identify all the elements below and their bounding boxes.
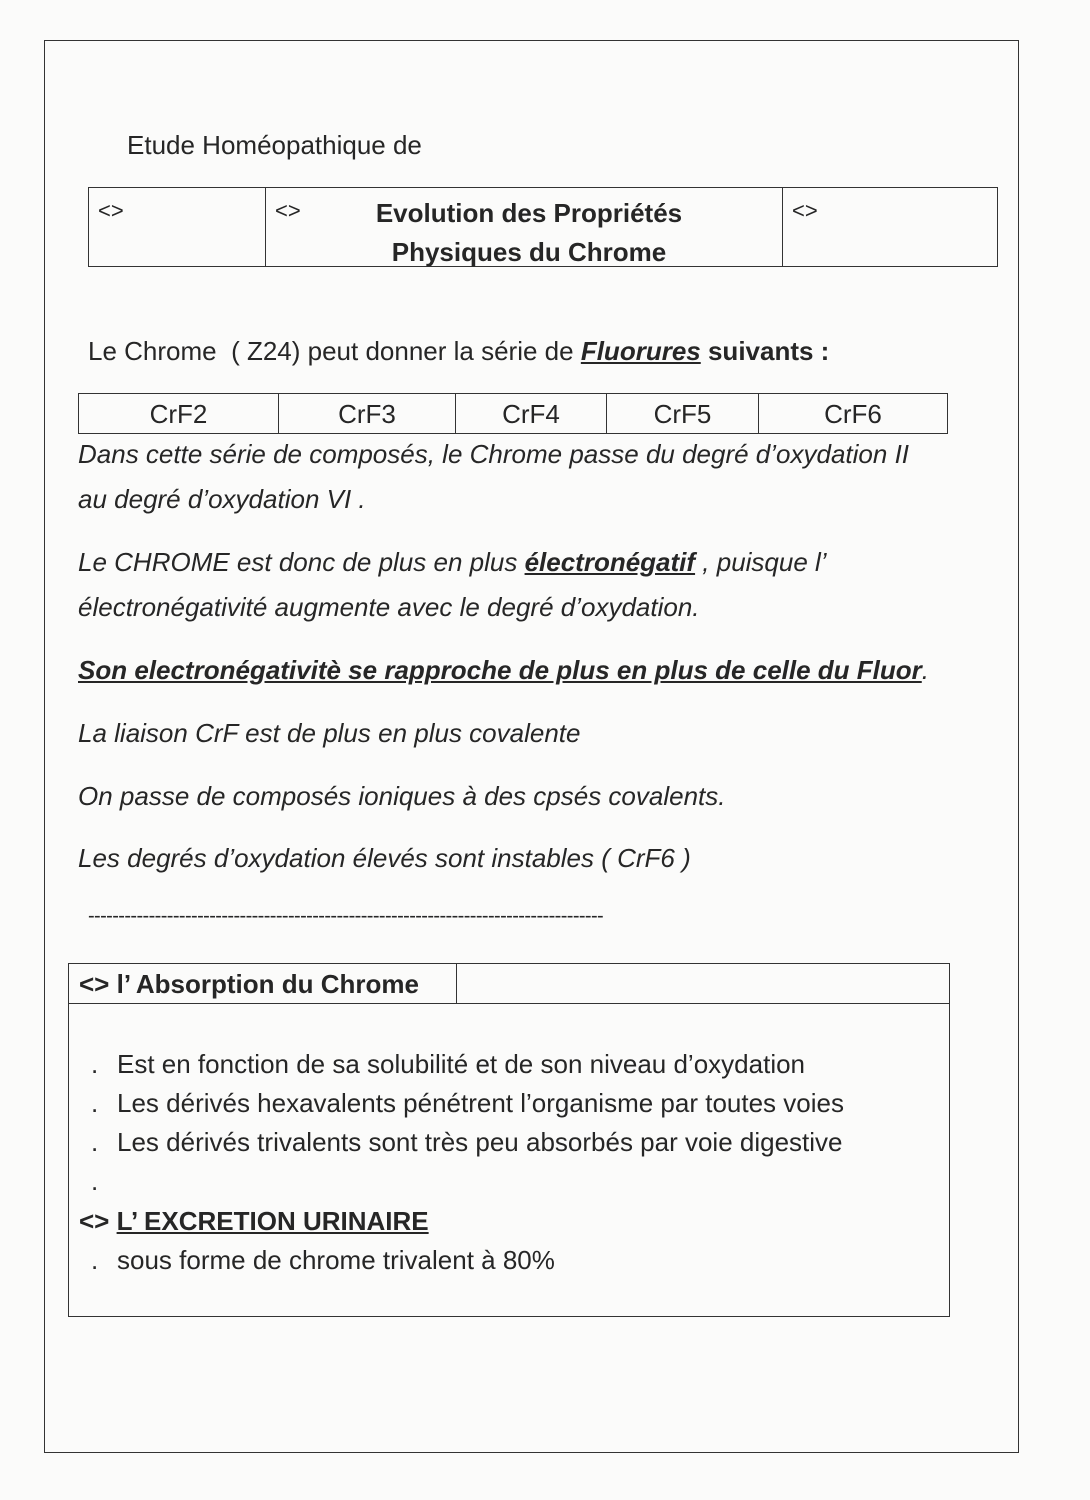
bullet: . <box>91 1088 99 1118</box>
p2-keyword: électronégatif <box>524 547 696 577</box>
title-cell-main <box>266 188 783 266</box>
p2-prefix: Le CHROME est donc de plus en plus <box>78 547 525 577</box>
intro-keyword: Fluorures <box>580 336 701 366</box>
bullet: . <box>91 1127 99 1157</box>
title-table <box>88 187 998 267</box>
paragraph-5: On passe de composés ioniques à des cpsés covalents. <box>78 781 726 811</box>
fluorure-cell: CrF4 <box>456 394 607 433</box>
fluorure-cell: CrF5 <box>607 394 759 433</box>
paragraph-3 <box>78 655 929 686</box>
excretion-item <box>91 1245 555 1276</box>
paragraph-6: Les degrés d’oxydation élevés sont instables ( CrF6 ) <box>78 843 691 873</box>
paragraph-1-line-1: Dans cette série de composés, le Chrome passe du degré d’oxydation II <box>78 439 910 469</box>
paragraph-2-line-2: électronégativité augmente avec le degré d’oxydation. <box>78 592 700 622</box>
marker-mid: <> <box>275 198 301 223</box>
absorption-item <box>91 1127 843 1158</box>
title-cell-left <box>89 188 266 266</box>
intro-prefix: Le Chrome ( Z24) peut donner la série de <box>88 336 581 366</box>
fluorures-table <box>78 393 948 434</box>
absorption-box <box>68 963 950 1317</box>
absorption-header <box>69 964 949 1004</box>
p3-end: . <box>921 655 929 685</box>
excretion-heading-line <box>79 1206 429 1237</box>
bullet: . <box>91 1049 99 1079</box>
absorption-item <box>91 1049 805 1080</box>
fluorure-cell: CrF2 <box>79 394 279 433</box>
absorption-item <box>91 1166 117 1197</box>
marker-right: <> <box>792 198 818 223</box>
fluorure-cell: CrF6 <box>824 399 882 429</box>
absorption-item-text: Est en fonction de sa solubilité et de son niveau d’oxydation <box>117 1049 806 1079</box>
marker-left: <> <box>98 198 124 223</box>
absorption-heading: <> l’ Absorption du Chrome <box>69 964 457 1003</box>
title-text <box>266 194 782 272</box>
p3-text: Son electronégativitè se rapproche de plus en plus de celle du Fluor <box>78 655 922 685</box>
title-cell-right <box>783 188 997 266</box>
p2-suffix: , puisque l’ <box>695 547 827 577</box>
absorption-item <box>91 1088 844 1119</box>
etude-label: Etude Homéopathique de <box>127 130 422 160</box>
dashed-divider: ------------------------------------------------------------------------------------- <box>88 905 604 927</box>
absorption-item-text: Les dérivés trivalents sont très peu absorbés par voie digestive <box>117 1127 843 1157</box>
intro-line <box>88 336 829 367</box>
excretion-marker: <> <box>79 1206 117 1236</box>
excretion-item-text: sous forme de chrome trivalent à 80% <box>117 1245 555 1275</box>
fluorure-cell: CrF3 <box>279 394 456 433</box>
absorption-item-text: Les dérivés hexavalents pénétrent l’organisme par toutes voies <box>117 1088 844 1118</box>
excretion-heading: L’ EXCRETION URINAIRE <box>116 1206 429 1236</box>
title-line2: Physiques du Chrome <box>391 237 667 267</box>
bullet: . <box>91 1245 99 1275</box>
paragraph-4: La liaison CrF est de plus en plus covalente <box>78 718 581 748</box>
paragraph-2-line-1 <box>78 547 827 578</box>
intro-suffix: suivants : <box>700 336 830 366</box>
paragraph-1-line-2: au degré d’oxydation VI . <box>78 484 366 514</box>
title-line1: Evolution des Propriétés <box>375 198 683 228</box>
bullet: . <box>91 1166 99 1196</box>
